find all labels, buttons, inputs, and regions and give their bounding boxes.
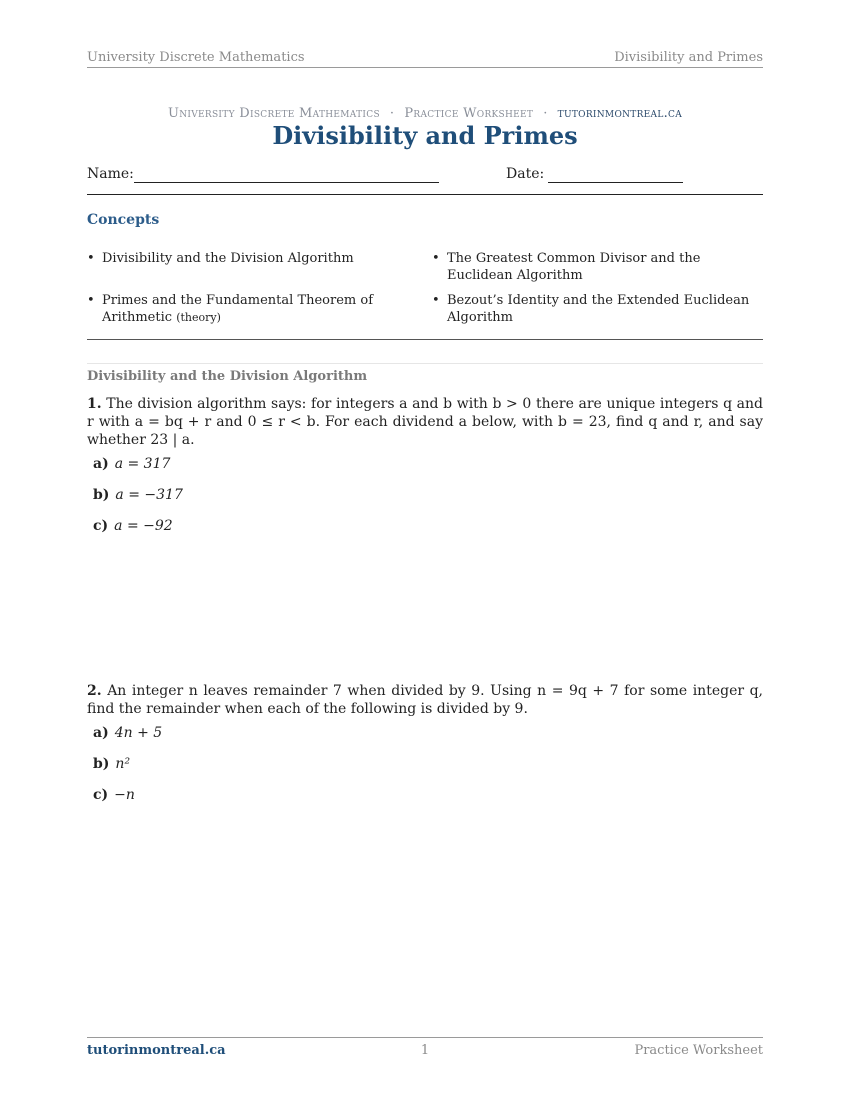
section-heading: Divisibility and the Division Algorithm bbox=[87, 369, 368, 384]
masthead bbox=[87, 106, 763, 151]
concept-item bbox=[87, 250, 432, 284]
part-label: c) bbox=[93, 787, 109, 803]
problem-parts bbox=[87, 724, 763, 817]
problem-2 bbox=[87, 682, 763, 817]
divider-faint bbox=[87, 363, 763, 364]
problem-1 bbox=[87, 395, 763, 548]
running-footer bbox=[87, 1037, 763, 1058]
masthead-separator-2: · bbox=[543, 106, 548, 121]
concept-text: Primes and the Fundamental Theorem of Arithmetic bbox=[102, 293, 374, 325]
masthead-separator: · bbox=[389, 106, 395, 121]
page-number: 1 bbox=[420, 1043, 430, 1058]
name-field-line[interactable] bbox=[134, 182, 439, 183]
part-expression: a = −317 bbox=[115, 487, 183, 503]
masthead-course: University Discrete Mathematics bbox=[167, 106, 380, 121]
masthead-kind: Practice Worksheet bbox=[404, 106, 534, 121]
running-header bbox=[87, 50, 763, 68]
problem-statement bbox=[87, 395, 763, 449]
part-expression: 4n + 5 bbox=[114, 725, 163, 741]
concept-item bbox=[87, 292, 432, 326]
concept-text: Divisibility and the Division Algorithm bbox=[102, 251, 354, 266]
date-label: Date: bbox=[506, 166, 545, 182]
footer-kind: Practice Worksheet bbox=[634, 1043, 763, 1058]
part-label: a) bbox=[93, 456, 109, 472]
header-course: University Discrete Mathematics bbox=[87, 50, 305, 65]
date-field-line[interactable] bbox=[548, 182, 683, 183]
part-expression: n² bbox=[115, 756, 131, 772]
problem-part bbox=[93, 786, 763, 817]
bullet-icon: • bbox=[432, 251, 440, 266]
problem-number: 2. bbox=[87, 683, 102, 699]
page-title: Divisibility and Primes bbox=[272, 121, 578, 150]
part-expression: a = −92 bbox=[114, 518, 173, 534]
problem-part bbox=[93, 724, 763, 755]
problem-part bbox=[93, 517, 763, 548]
masthead-site: tutorinmontreal.ca bbox=[557, 106, 683, 121]
problem-number: 1. bbox=[87, 396, 102, 412]
problem-part bbox=[93, 455, 763, 486]
concept-item bbox=[432, 292, 763, 326]
part-label: b) bbox=[93, 487, 110, 503]
problem-part bbox=[93, 755, 763, 786]
problem-part bbox=[93, 486, 763, 517]
bullet-icon: • bbox=[432, 293, 440, 308]
masthead-subline bbox=[87, 106, 763, 121]
bullet-icon: • bbox=[87, 293, 95, 308]
problem-statement bbox=[87, 682, 763, 718]
concept-item bbox=[432, 250, 763, 284]
concepts-list bbox=[87, 250, 763, 326]
divider-concepts bbox=[87, 339, 763, 340]
problem-parts bbox=[87, 455, 763, 548]
divider-top bbox=[87, 194, 763, 195]
part-expression: a = 317 bbox=[114, 456, 171, 472]
concept-note: (theory) bbox=[176, 311, 221, 324]
problem-text: An integer n leaves remainder 7 when divided by 9. Using n = 9q + 7 for some integer q, find the remainder when each of the following is divided by 9. bbox=[87, 683, 764, 717]
bullet-icon: • bbox=[87, 251, 95, 266]
concept-text: The Greatest Common Divisor and the Euclidean Algorithm bbox=[447, 251, 701, 283]
part-expression: −n bbox=[114, 787, 135, 803]
footer-site-link[interactable]: tutorinmontreal.ca bbox=[87, 1043, 226, 1058]
header-topic: Divisibility and Primes bbox=[614, 50, 763, 65]
name-label: Name: bbox=[87, 166, 134, 182]
part-label: b) bbox=[93, 756, 110, 772]
concepts-heading: Concepts bbox=[87, 212, 160, 228]
concept-text: Bezout’s Identity and the Extended Euclidean Algorithm bbox=[447, 293, 750, 325]
problem-text: The division algorithm says: for integers a and b with b > 0 there are unique integers q and r with a = bq + r and 0 ≤ r < b. For each dividend a below, with b = 23, find q and r, and say whether 23 | a. bbox=[87, 396, 763, 448]
part-label: c) bbox=[93, 518, 109, 534]
part-label: a) bbox=[93, 725, 109, 741]
